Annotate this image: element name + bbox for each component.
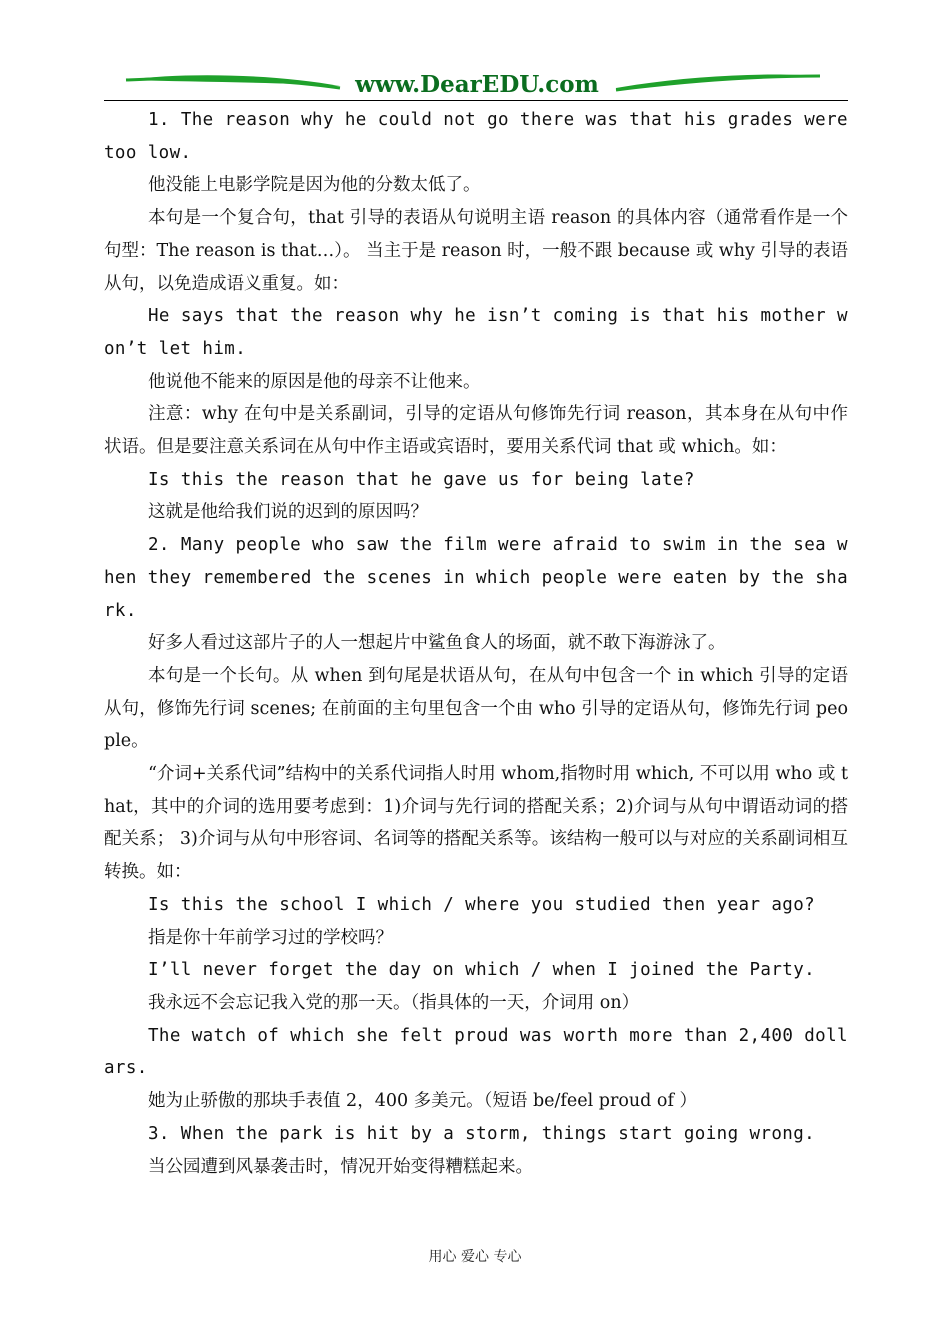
chinese-paragraph: 注意：why 在句中是关系副词，引导的定语从句修饰先行词 reason，其本身在从句中作状语。但是要注意关系词在从句中作主语或宾语时，要用关系代词 that 或 which。如：: [104, 404, 848, 458]
chinese-paragraph: 她为止骄傲的那块手表值 2，400 多美元。（短语 be/feel proud of ）: [148, 1091, 697, 1112]
site-logo-text[interactable]: www.DearEDU.com: [355, 71, 599, 98]
header-banner: [104, 70, 848, 104]
english-sentence: Is this the school I which / where you studied then year ago?: [148, 894, 816, 915]
chinese-paragraph: 他说他不能来的原因是他的母亲不让他来。: [148, 371, 481, 392]
english-sentence: He says that the reason why he isn’t coming is that his mother won’t let him.: [104, 306, 848, 359]
english-sentence: 1. The reason why he could not go there was that his grades were too low.: [104, 110, 848, 163]
document-body: [104, 104, 848, 1183]
page-footer: 用心 爱心 专心: [428, 1249, 522, 1265]
chinese-paragraph: 本句是一个长句。从 when 到句尾是状语从句，在从句中包含一个 in which 引导的定语从句，修饰先行词 scenes; 在前面的主句里包含一个由 who 引导的定语从句，修饰先行词 people。: [104, 665, 848, 752]
chinese-paragraph: 这就是他给我们说的迟到的原因吗？: [148, 502, 428, 523]
english-sentence: I’ll never forget the day on which / when I joined the Party.: [148, 960, 816, 981]
english-sentence: 3. When the park is hit by a storm, things start going wrong.: [148, 1123, 816, 1144]
english-sentence: The watch of which she felt proud was worth more than 2,400 dollars.: [104, 1025, 848, 1079]
chinese-paragraph: 当公园遭到风暴袭击时，情况开始变得糟糕起来。: [148, 1156, 533, 1177]
english-sentence: 2. Many people who saw the film were afraid to swim in the sea when they remembered the scenes in which people were eaten by the shark.: [104, 535, 848, 621]
chinese-paragraph: 我永远不会忘记我入党的那一天。（指具体的一天，介词用 on）: [148, 992, 640, 1013]
header-divider: [104, 100, 848, 101]
english-sentence: Is this the reason that he gave us for being late?: [148, 469, 695, 490]
chinese-paragraph: 他没能上电影学院是因为他的分数太低了。: [148, 175, 481, 196]
chinese-paragraph: “介词+关系代词”结构中的关系代词指人时用 whom,指物时用 which, 不可以用 who 或 that，其中的介词的选用要考虑到：1)介词与先行词的搭配关系；2)介词与从句中谓语动词的搭配关系； 3)介词与从句中形容词、名词等的搭配关系等。该结构一般可以与对应的关系副词相互转换。如：: [104, 764, 848, 883]
chinese-paragraph: 指是你十年前学习过的学校吗？: [148, 927, 393, 948]
chinese-paragraph: 本句是一个复合句，that 引导的表语从句说明主语 reason 的具体内容（通常看作是一个句型：The reason is that…）。 当主于是 reason 时，一般不跟 because 或 why 引导的表语从句，以免造成语义重复。如：: [104, 208, 848, 294]
chinese-paragraph: 好多人看过这部片子的人一想起片中鲨鱼食人的场面，就不敢下海游泳了。: [148, 633, 726, 654]
